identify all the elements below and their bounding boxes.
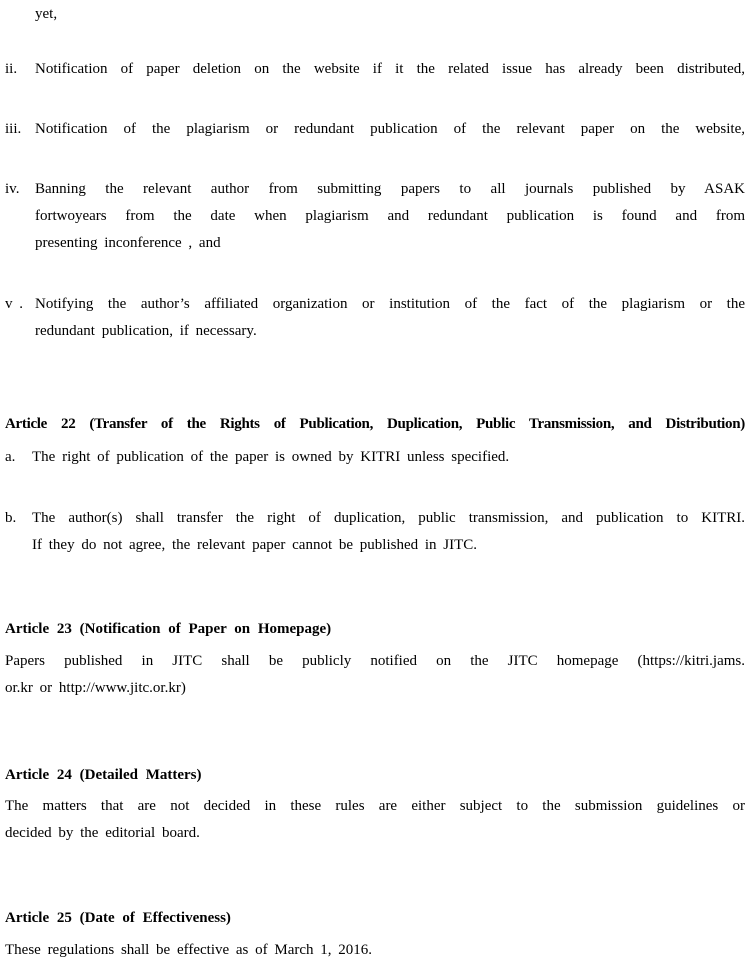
item-marker: v . [5, 296, 23, 312]
list-item-b [5, 505, 745, 559]
item-line: The author(s) shall transfer the right of duplication, public transmission, and publication to KITRI. [32, 510, 745, 526]
item-line: Notification of the plagiarism or redundant publication of the relevant paper on the website, [35, 121, 745, 137]
item-marker: iv. [5, 181, 20, 197]
paragraph-line: or.kr or http://www.jitc.or.kr) [5, 680, 186, 696]
article-25-paragraph [5, 937, 745, 961]
paragraph-line: decided by the editorial board. [5, 825, 200, 841]
paragraph-line: These regulations shall be effective as of March 1, 2016. [5, 942, 373, 958]
list-item-ii [5, 56, 745, 83]
continuation-text: yet, [35, 6, 58, 22]
item-line: Notification of paper deletion on the website if it the related issue has already been distributed, [35, 61, 745, 77]
article-23-heading: Article 23 (Notification of Paper on Homepage) [5, 621, 332, 637]
item-marker: a. [5, 449, 16, 465]
item-line: redundant publication, if necessary. [35, 323, 257, 339]
item-line: The right of publication of the paper is owned by KITRI unless specified. [32, 449, 510, 465]
list-item-iii [5, 116, 745, 143]
item-line: Banning the relevant author from submitting papers to all journals published by ASAK [35, 181, 745, 197]
article-25-heading: Article 25 (Date of Effectiveness) [5, 910, 231, 926]
item-marker: iii. [5, 121, 22, 137]
item-line: Notifying the author’s affiliated organization or institution of the fact of the plagiarism or the [35, 296, 745, 312]
item-marker: ii. [5, 61, 18, 77]
article-23-paragraph [5, 648, 745, 702]
list-item-a [5, 444, 745, 471]
list-item-i-continuation [5, 1, 745, 28]
list-item-iv [5, 176, 745, 257]
paragraph-line: The matters that are not decided in these rules are either subject to the submission guidelines or [5, 798, 745, 814]
article-24-heading: Article 24 (Detailed Matters) [5, 767, 202, 783]
article-22-heading: Article 22 (Transfer of the Rights of Publication, Duplication, Public Transmission, and Distribution) [5, 416, 745, 432]
paragraph-line: Papers published in JITC shall be publicly notified on the JITC homepage (https://kitri.jams. [5, 653, 745, 669]
item-marker: b. [5, 510, 17, 526]
item-line: presenting inconference , and [35, 235, 221, 251]
list-item-v [5, 291, 745, 345]
item-line: If they do not agree, the relevant paper cannot be published in JITC. [32, 537, 478, 553]
article-24-paragraph [5, 793, 745, 847]
item-line: fortwoyears from the date when plagiarism and redundant publication is found and from [35, 208, 745, 224]
